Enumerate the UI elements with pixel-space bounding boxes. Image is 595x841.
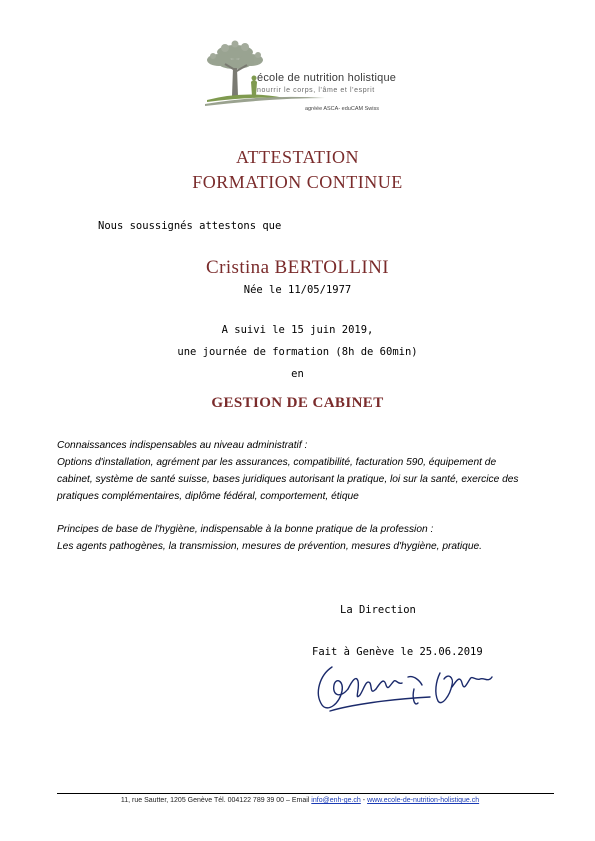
footer-website-link[interactable]: www.ecole-de-nutrition-holistique.ch [367,797,480,804]
recipient-birth: Née le 11/05/1977 [243,284,352,296]
footer-address: 11, rue Sautter, 1205 Genève Tél. 004122 789 39 00 – Email [120,797,312,804]
school-name: école de nutrition holistique [257,72,397,84]
content-line: cabinet, système de santé suisse, bases juridiques autorisant la pratique, loi sur la santé, exercice des [57,474,519,485]
footer-separator: - [360,797,368,804]
handwritten-signature [310,655,500,720]
school-tagline: nourrir le corps, l'âme et l'esprit [257,87,375,94]
footer-divider [57,793,554,794]
course-en: en [291,368,304,380]
content-line: Options d'installation, agrément par les assurances, compatibilité, facturation 590, équipement de [57,457,497,468]
content-section-2 [57,521,557,555]
course-duration: une journée de formation (8h de 60min) [177,346,418,358]
content-heading-2: Principes de base de l'hygiène, indispensable à la bonne pratique de la profession : [57,524,434,535]
course-date: A suivi le 15 juin 2019, [221,324,374,336]
content-line: pratiques complémentaires, diplôme fédéral, comportement, étique [57,491,359,502]
title-line-2: FORMATION CONTINUE [192,172,403,192]
footer-email-link[interactable]: info@enh-ge.ch [311,797,361,804]
school-logo [205,38,410,118]
recipient-name: Cristina BERTOLLINI [206,257,389,278]
place-date: Fait à Genève le 25.06.2019 [312,646,483,658]
accreditation-text: agréée ASCA- eduCAM Swiss [305,106,379,112]
content-line: Les agents pathogènes, la transmission, mesures de prévention, mesures d'hygiène, pratique. [57,541,482,552]
title-line-1: ATTESTATION [235,147,360,167]
course-subject: GESTION DE CABINET [211,395,384,411]
intro-text: Nous soussignés attestons que [98,220,282,232]
content-section-1 [57,437,557,505]
content-heading-1: Connaissances indispensables au niveau administratif : [57,440,308,451]
direction-label: La Direction [340,604,416,616]
footer [0,797,595,804]
